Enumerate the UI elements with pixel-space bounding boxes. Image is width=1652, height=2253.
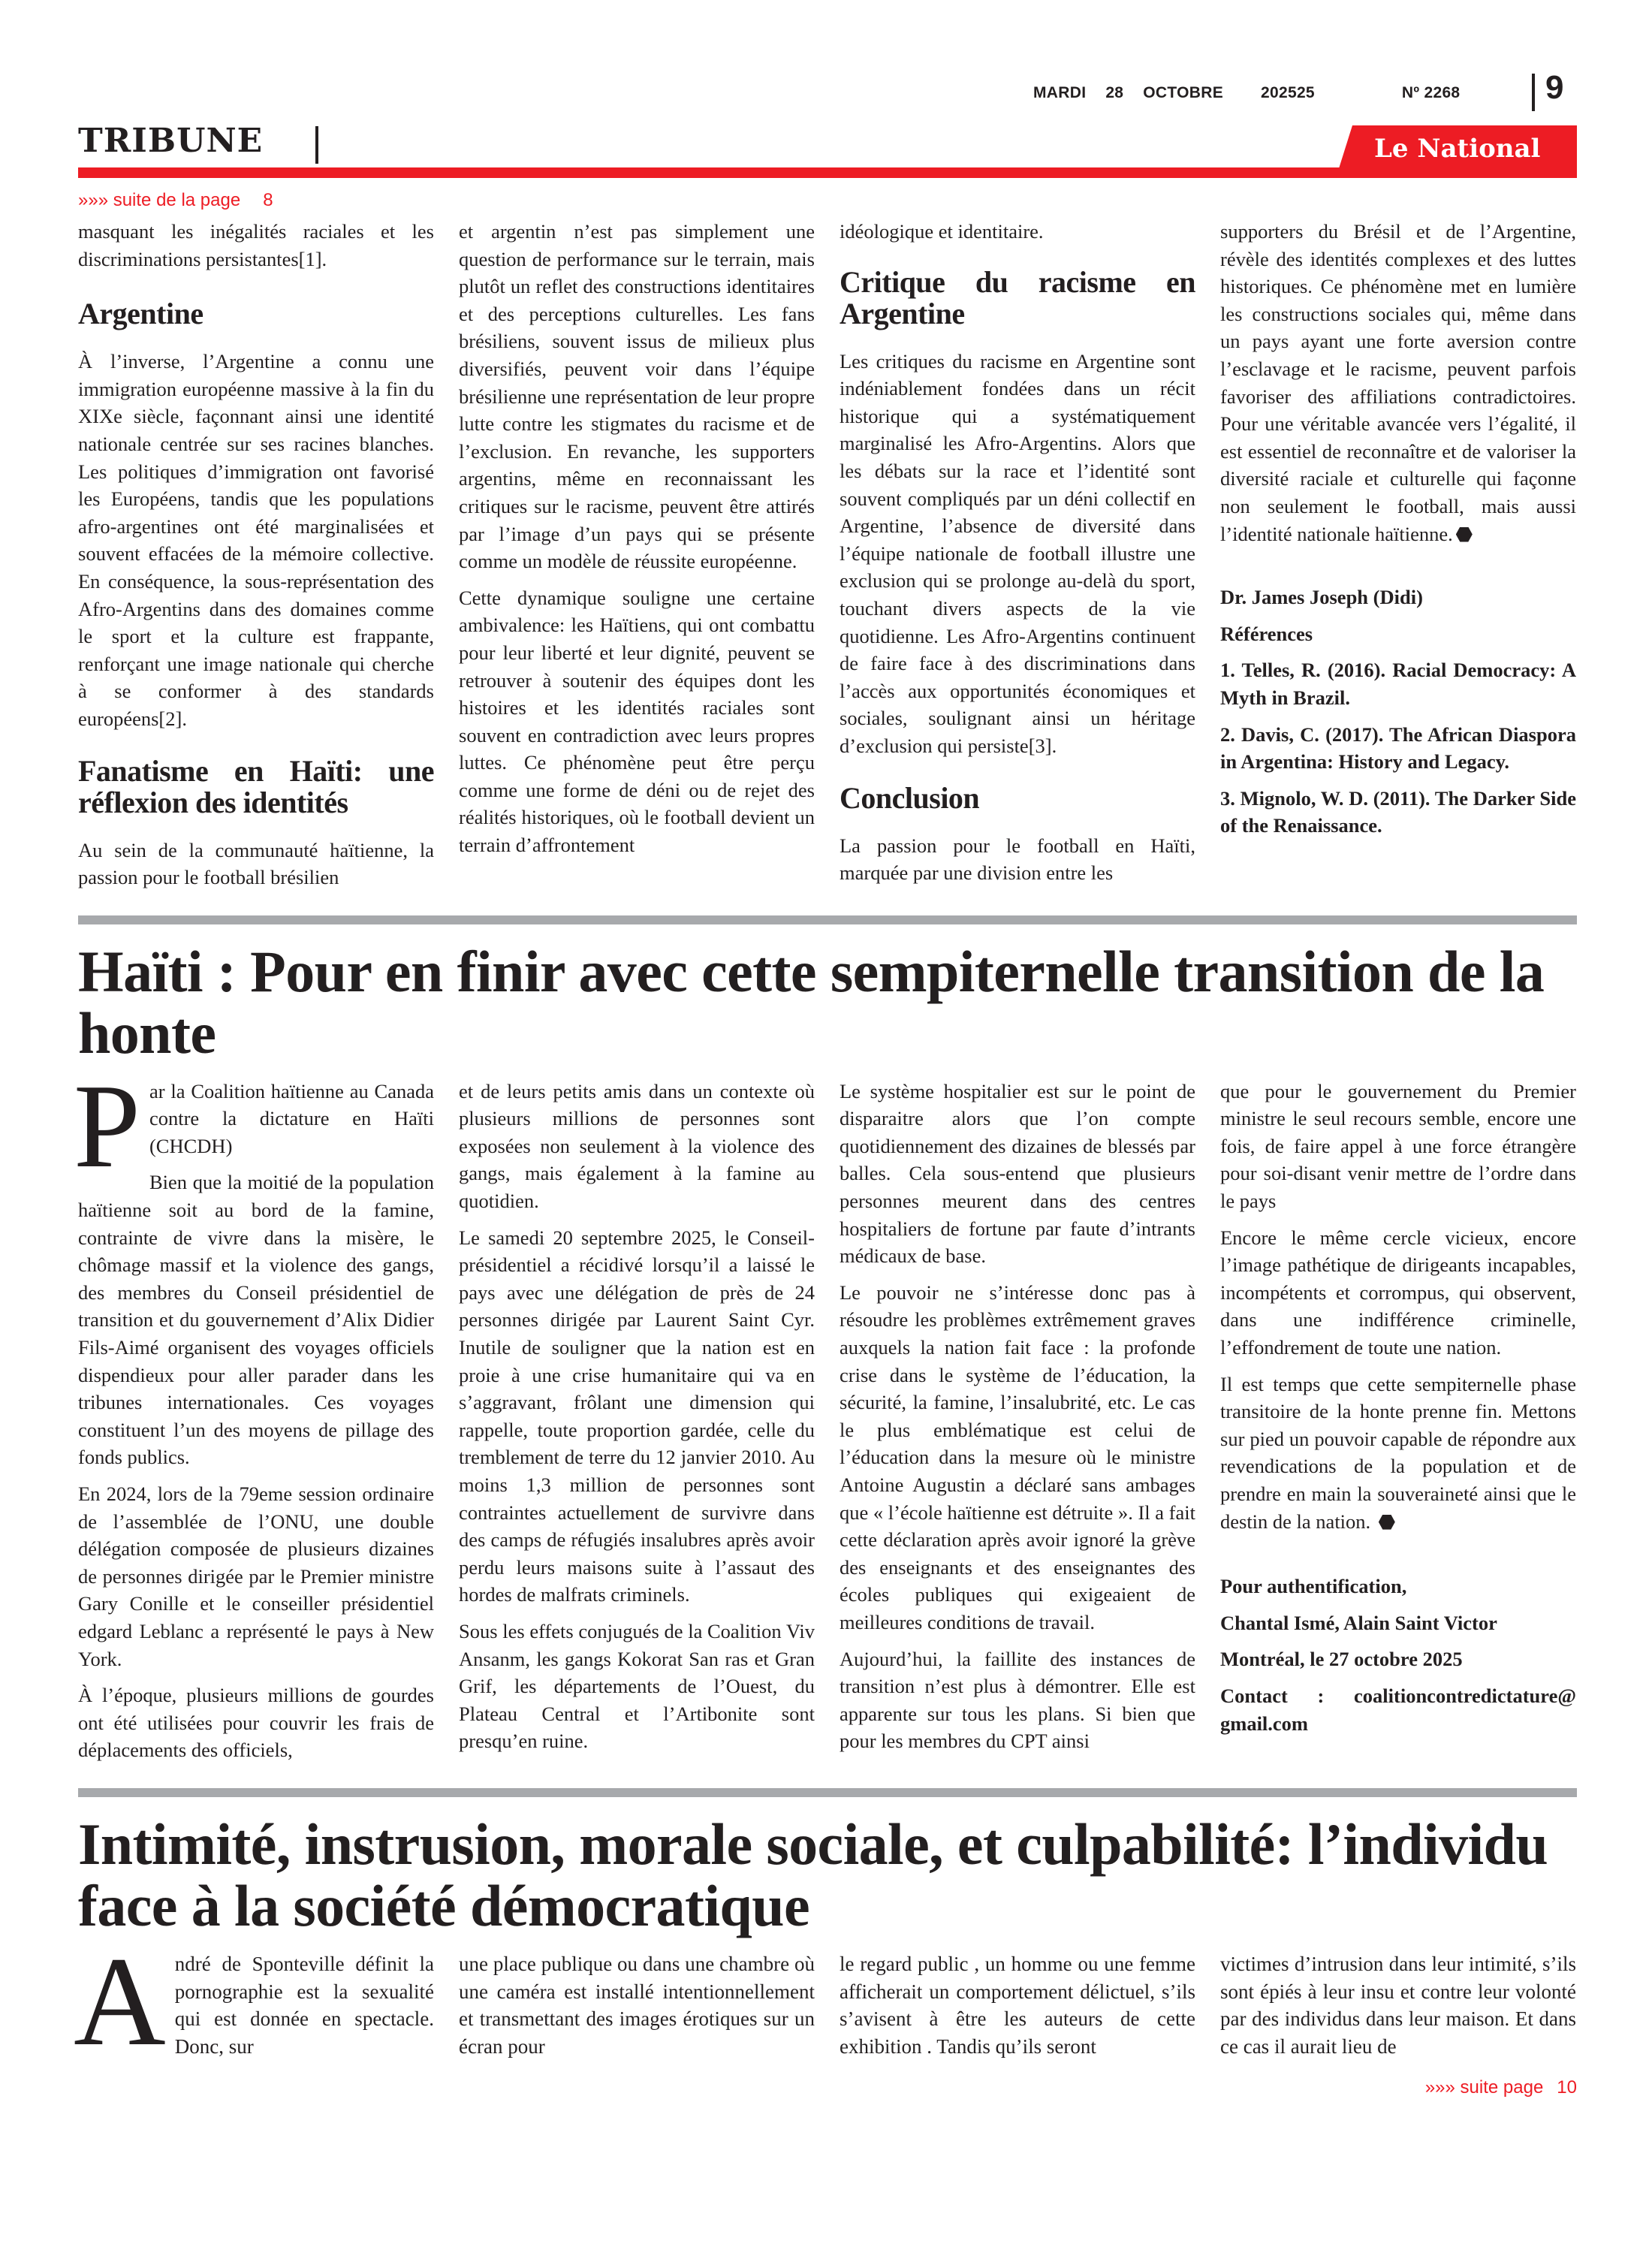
continued-from-label: »»» suite de la page	[78, 190, 241, 210]
article1-column-4	[1220, 218, 1576, 849]
end-of-article-icon	[1456, 527, 1473, 542]
article2-column-2	[459, 1078, 815, 1764]
article1-intro: masquant les inégalités raciales et les discriminations persistantes[1].	[78, 220, 434, 270]
place-date: Montréal, le 27 octobre 2025	[1220, 1648, 1463, 1671]
page-number-divider	[1532, 74, 1535, 111]
authentication-label: Pour authentification,	[1220, 1575, 1407, 1598]
dropcap-p: P	[74, 1058, 140, 1193]
continued-from-page: 8	[263, 190, 273, 210]
article1-column-1	[78, 218, 434, 900]
article3-col3-text: le regard public , un homme ou une femme afficherait un comportement délictuel, s’ils s’avisent à être les auteurs de cette exhibition . Tandis qu’ils seront	[840, 1952, 1195, 2058]
article-haiti-transition	[74, 938, 1577, 1797]
article3-column-4	[1220, 1950, 1576, 2069]
article1-argentine-paragraph: À l’inverse, l’Argentine a connu une immigration européenne massive à la fin du XIXe siècle, façonnant ainsi une identité nationale centrée sur ses racines blanches. Les politiques d’immigration ont favorisé les Européens, tandis que les populations afro-argentines ont été marginalisées et souvent effacées de la mémoire collective. En conséquence, la sous-représentation des Afro-Argentins dans des domaines comme le sport et la culture est frappante, renforçant une image nationale qui cherche à se conformer à des standards européens[2].	[78, 350, 434, 730]
article2-column-3	[840, 1078, 1195, 1764]
article3-column-3	[840, 1950, 1195, 2069]
article3-col1-text: ndré de Sponteville définit la pornographie est la sexualité qui est donnée en spectacle. Donc, sur	[174, 1952, 434, 2058]
article2-col2-paragraph-3: Sous les effets conjugués de la Coalition Viv Ansanm, les gangs Kokorat San ras et Gran Grif, les départements de l’Ouest, du Plateau Central et l’Artibonite sont presqu’en ruine.	[459, 1619, 815, 1753]
issue-day: MARDI	[1033, 84, 1087, 101]
page-header	[0, 0, 1652, 218]
article1-conclusion-paragraph: La passion pour le football en Haïti, marquée par une division entre les	[840, 834, 1195, 885]
article2-col2-paragraph-1: et de leurs petits amis dans un contexte où plusieurs millions de personnes sont exposées non seulement à la violence des gangs, mais également à la famine au quotidien.	[459, 1079, 815, 1213]
reference-item: 1. Telles, R. (2016). Racial Democracy: A Myth in Brazil.	[1220, 659, 1576, 709]
references-label: Références	[1220, 622, 1313, 645]
article2-byline: ar la Coalition haïtienne au Canada contre la dictature en Haïti (CHCDH)	[149, 1079, 434, 1157]
article3-column-1	[74, 1930, 434, 2072]
continued-on-label: »»» suite page	[1424, 2077, 1544, 2098]
article2-col3-paragraph-3: Aujourd’hui, la faillite des instances de transition n’est plus à démontrer. Elle est apparente sur tous les plans. Si bien que pour les membres du CPT ainsi	[840, 1647, 1195, 1753]
subheading-critique: Critique du racisme en Argentine	[840, 264, 1195, 330]
issue-number: Nº 2268	[1401, 84, 1461, 101]
article-divider	[78, 915, 1577, 924]
article1-col2-paragraph-2: Cette dynamique souligne une certaine ambivalence: les Haïtiens, qui ont combattu pour leur liberté et leur dignité, peuvent se retrouver à soutenir des équipes dont les histoires et les identités raciales sont souvent en contradiction avec leurs propres luttes. Ce phénomène peut être perçu comme une forme de déni ou de rejet des réalités historiques, où le football devient un terrain d’affrontement	[459, 586, 815, 857]
section-title: TRIBUNE	[78, 122, 264, 160]
article1-col3-intro: idéologique et identitaire.	[840, 220, 1044, 243]
article1-column-3	[840, 218, 1195, 896]
section-divider	[315, 126, 318, 164]
article2-headline: Haïti : Pour en finir avec cette sempiternelle transition de la honte	[78, 938, 1545, 1066]
page-number: 9	[1545, 69, 1564, 106]
article1-critique-paragraph: Les critiques du racisme en Argentine sont indéniablement fondées dans un récit historique qui a systématiquement marginalisé les Afro-Argentins. Alors que les débats sur la race et l’identité sont souvent compliqués par un déni collectif en Argentine, l’absence de diversité dans l’équipe nationale de football illustre une exclusion qui se prolonge au-delà du sport, touchant divers aspects de la vie quotidienne. Les Afro-Argentins continuent de faire face à des discriminations dans l’accès aux opportunités économiques et sociales, soulignant ainsi un héritage d’exclusion qui persiste[3].	[840, 349, 1195, 757]
end-of-article-icon	[1379, 1515, 1395, 1530]
continued-on-page: 10	[1557, 2077, 1577, 2098]
subheading-conclusion: Conclusion	[840, 780, 980, 815]
article-intimite	[74, 1811, 1577, 2099]
article3-col4-text: victimes d’intrusion dans leur intimité, s’ils sont épiés à leur insu et contre leur volonté par des individus dans leur maison. Et dans ce cas il aurait lieu de	[1220, 1952, 1576, 2058]
article1-column-2	[459, 218, 815, 868]
article2-col3-paragraph-2: Le pouvoir ne s’intéresse donc pas à résoudre les problèmes extrêmement graves auxquels la nation fait face : la profonde crise dans le système de l’éducation, la sécurité, la famine, l’insalubrité, etc. Le cas le plus emblématique est celui de l’éducation dans la mesure où le ministre Antoine Augustin a déclaré sans ambages que « l’école haïtienne est détruite ». Il a fait cette déclaration après avoir ignoré la grève des enseignants et des enseignantes des écoles publiques qui exigeaient de meilleures conditions de travail.	[840, 1280, 1195, 1633]
subheading-argentine: Argentine	[78, 297, 203, 331]
issue-meta	[1033, 84, 1460, 102]
signatories: Chantal Ismé, Alain Saint Victor	[1220, 1611, 1497, 1634]
article1-author: Dr. James Joseph (Didi)	[1220, 586, 1423, 609]
article1-col4-paragraph: supporters du Brésil et de l’Argentine, révèle des identités complexes et des luttes historiques. Ce phénomène met en lumière les constructions sociales qui, même dans un pays ayant une forte aversion contre l’esclavage et le racisme, peuvent parfois favoriser des affiliations contradictoires. Pour une véritable avancée vers l’égalité, il est essentiel de reconnaître et de valoriser la diversité raciale et culturelle qui façonne non seulement le football, mais aussi l’identité nationale haïtienne.	[1220, 220, 1576, 545]
contact-email[interactable]: Contact : coalitioncontredictature@ gmail.com	[1220, 1684, 1576, 1735]
article1-fanatisme-paragraph: Au sein de la communauté haïtienne, la passion pour le football brésilien	[78, 838, 434, 889]
issue-month: OCTOBRE	[1143, 84, 1224, 101]
article2-col1-paragraph-3: À l’époque, plusieurs millions de gourdes ont été utilisées pour couvrir les frais de déplacements des officiels,	[78, 1684, 434, 1762]
issue-date-day: 28	[1105, 84, 1124, 101]
continued-from-link[interactable]	[78, 189, 273, 212]
article2-column-4	[1220, 1078, 1576, 1746]
article3-col2-text: une place publique ou dans une chambre où une caméra est installé intentionnellement et transmettant des images érotiques sur un écran pour	[459, 1952, 815, 2058]
article-football-identity	[78, 218, 1577, 924]
article1-col2-paragraph-1: et argentin n’est pas simplement une question de performance sur le terrain, mais plutôt un reflet des constructions identitaires et des perceptions culturelles. Les fans brésiliens, souvent issus de milieux plus diversifiés, peuvent voir dans l’équipe brésilienne une représentation de leur propre lutte contre les stigmates du racisme et de l’exclusion. En revanche, les supporters argentins, même en reconnaissant les critiques sur le racisme, peuvent être attirés par l’image d’un pays qui se présente comme un modèle de réussite européenne.	[459, 220, 815, 573]
article3-headline: Intimité, instrusion, morale sociale, et culpabilité: l’individu face à la société démocratique	[78, 1811, 1548, 1938]
article2-col1-paragraph-1: Bien que la moitié de la population haïtienne soit au bord de la famine, contrainte de vivre dans la misère, le chômage massif et la violence des gangs, des membres du Conseil présidentiel de transition et du gouvernement d’Alix Didier Fils-Aimé organisent des voyages officiels dispendieux pour aller parader dans les tribunes internationales. Ces voyages constituent l’un des moyens de pillage des fonds publics.	[78, 1171, 434, 1469]
article3-column-2	[459, 1950, 815, 2069]
article2-col4-paragraph-2: Encore le même cercle vicieux, encore l’image pathétique de dirigeants incapables, incompétents et corrompus, qui observent, dans une indifférence criminelle, l’effondrement de toute une nation.	[1220, 1226, 1576, 1359]
brand-logo: Le National	[1374, 134, 1541, 164]
article2-col1-paragraph-2: En 2024, lors de la 79eme session ordinaire de l’assemblée de l’ONU, une double délégation composée de plusieurs dizaines de personnes dirigée par le Premier ministre Gary Conille et le conseiller présidentiel edgard Leblanc a représenté le pays à New York.	[78, 1482, 434, 1670]
reference-item: 2. Davis, C. (2017). The African Diaspora in Argentina: History and Legacy.	[1220, 722, 1576, 774]
article2-column-1	[74, 1058, 434, 1773]
issue-year: 202525	[1261, 84, 1315, 101]
dropcap-a: A	[74, 1930, 166, 2072]
subheading-fanatisme: Fanatisme en Haïti: une réflexion des identités	[78, 753, 434, 819]
article2-col3-paragraph-1: Le système hospitalier est sur le point de disparaitre alors que l’on compte quotidiennement des dizaines de blessés par balles. Cela sous-entend que plusieurs personnes meurent dans des centres hospitaliers de fortune par faute d’intrants médicaux de base.	[840, 1079, 1195, 1268]
continued-on-link[interactable]	[78, 2077, 1577, 2099]
article2-col2-paragraph-2: Le samedi 20 septembre 2025, le Conseil-présidentiel a récidivé lorsqu’il a laissé le pays avec une délégation de près de 24 personnes dirigée par Laurent Saint Cyr. Inutile de souligner que la nation est en proie à une crise humanitaire qui va en s’aggravant, frôlant une dimension qui rappelle, toute proportion gardée, celle du tremblement de terre du 12 janvier 2010. Au moins 1,3 million de personnes sont contraintes actuellement de survivre dans des camps de réfugiés insalubres après avoir perdu leurs maisons suite à l’assaut des hordes de malfrats criminels.	[459, 1226, 815, 1606]
reference-item: 3. Mignolo, W. D. (2011). The Darker Side of the Renaissance.	[1220, 786, 1576, 837]
article2-col4-paragraph-3: Il est temps que cette sempiternelle phase transitoire de la honte prenne fin. Mettons sur pied un pouvoir capable de répondre aux revendications de la population et de prendre en main la souveraineté ainsi que le destin de la nation.	[1220, 1372, 1576, 1533]
article-divider	[78, 1788, 1577, 1797]
article2-col4-paragraph-1: que pour le gouvernement du Premier ministre le seul recours semble, encore une fois, de faire appel à une force étrangère pour soi-disant venir mettre de l’ordre dans le pays	[1220, 1079, 1576, 1213]
